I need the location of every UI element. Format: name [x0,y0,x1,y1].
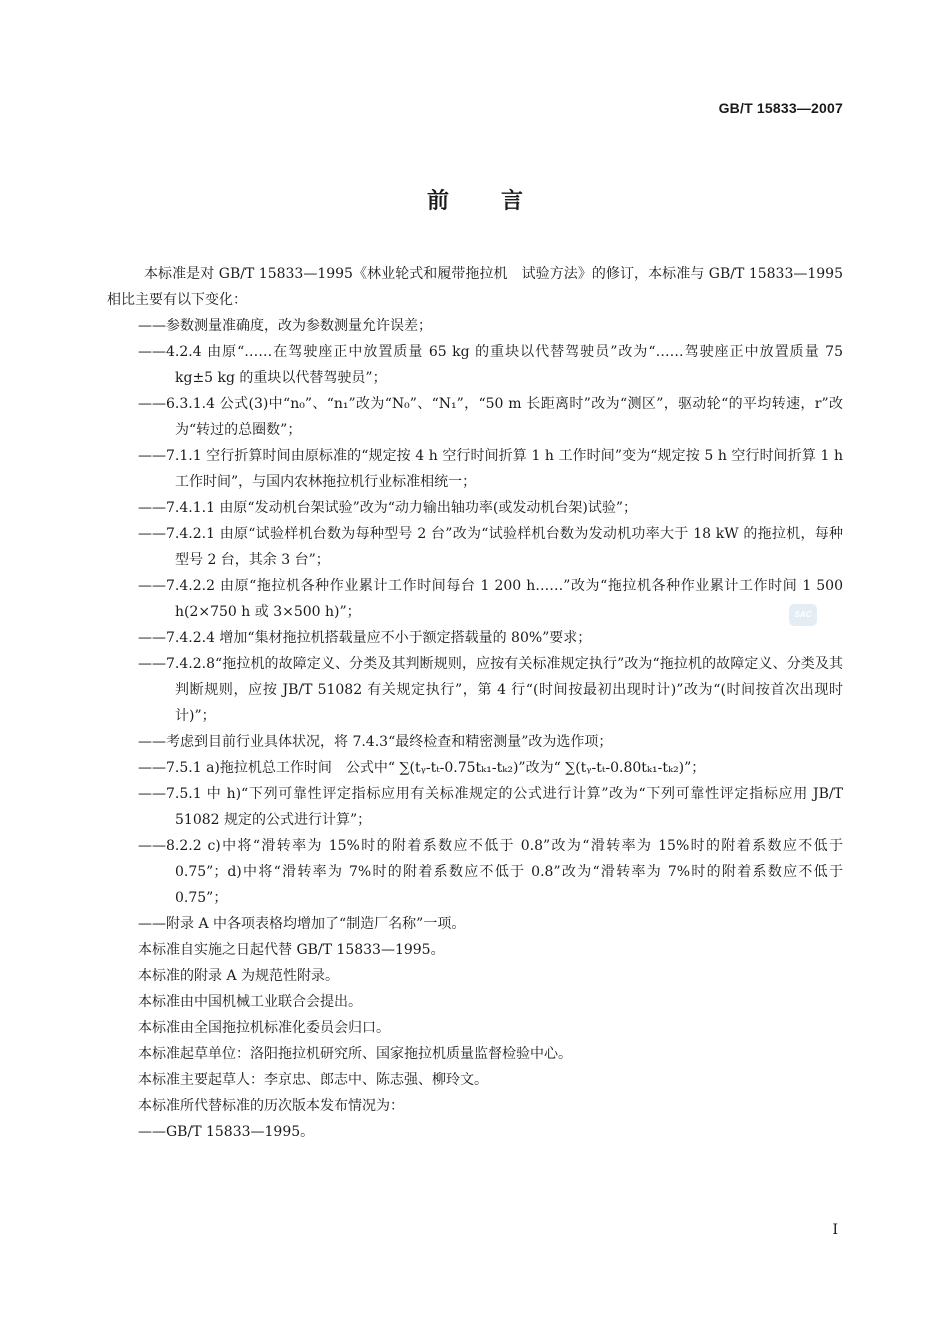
statement-drafting-units: 本标准起草单位：洛阳拖拉机研究所、国家拖拉机质量监督检验中心。 [138,1046,572,1062]
change-item-11: ——7.5.1 a)拖拉机总工作时间 公式中“ ∑(tᵧ-tₜ-0.75tₖ₁-tₖ₂)”改为“ ∑(tᵧ-tₜ-0.80tₖ₁-tₖ₂)”； [138,760,706,776]
change-item-10: ——考虑到目前行业具体状况，将 7.4.3“最终检查和精密测量”改为选作项； [138,734,613,750]
document-body [107,261,843,1145]
statement-annex: 本标准的附录 A 为规范性附录。 [138,968,340,984]
change-item-8: ——7.4.2.4 增加“集材拖拉机搭载量应不小于额定搭载量的 80%”要求； [138,630,592,646]
statement-replaces: 本标准自实施之日起代替 GB/T 15833—1995。 [138,942,445,958]
standard-number: GB/T 15833—2007 [718,100,843,116]
change-item-9: ——7.4.2.8“拖拉机的故障定义、分类及其判断规则，应按有关标准规定执行”改为“拖拉机的故障定义、分类及其判断规则，应按 JB/T 51082 有关规定执行”，第 4 行“(时间按最初出现时计)”改为“(时间按首次出现时计)”； [138,656,843,724]
change-item-12: ——7.5.1 中 h)“下列可靠性评定指标应用有关标准规定的公式进行计算”改为“下列可靠性评定指标应用 JB/T 51082 规定的公式进行计算”； [138,786,843,828]
change-item-13: ——8.2.2 c)中将“滑转率为 15%时的附着系数应不低于 0.8”改为“滑转率为 15%时的附着系数应不低于 0.75”；d)中将“滑转率为 7%时的附着系数应不低于 0.8”改为“滑转率为 7%时的附着系数应不低于 0.75”； [138,838,843,906]
sac-watermark-logo: SAC [789,604,817,626]
page-number: I [832,1222,838,1238]
change-item-3: ——6.3.1.4 公式(3)中“n₀”、“n₁”改为“N₀”、“N₁”，“50 m 长距离时”改为“测区”，驱动轮“的平均转速，r”改为“转过的总圈数”； [138,396,843,438]
statement-history-item: ——GB/T 15833—1995。 [138,1124,315,1140]
statement-drafters: 本标准主要起草人：李京忠、郎志中、陈志强、柳玲文。 [138,1072,488,1088]
statement-proposed-by: 本标准由中国机械工业联合会提出。 [138,994,362,1010]
change-item-4: ——7.1.1 空行折算时间由原标准的“规定按 4 h 空行时间折算 1 h 工作时间”变为“规定按 5 h 空行时间折算 1 h 工作时间”，与国内农林拖拉机行业标准相统一； [138,448,843,490]
page-title: 前言 [426,189,575,214]
statement-history-heading: 本标准所代替标准的历次版本发布情况为： [138,1098,404,1114]
change-item-14: ——附录 A 中各项表格均增加了“制造厂名称”一项。 [138,916,466,932]
change-item-5: ——7.4.1.1 由原“发动机台架试验”改为“动力输出轴功率(或发动机台架)试验”； [138,500,637,516]
change-item-7: ——7.4.2.2 由原“拖拉机各种作业累计工作时间每台 1 200 h……”改为“拖拉机各种作业累计工作时间 1 500 h(2×750 h 或 3×500 h)”； [138,578,843,620]
statement-under-jurisdiction: 本标准由全国拖拉机标准化委员会归口。 [138,1020,390,1036]
intro-paragraph: 本标准是对 GB/T 15833—1995《林业轮式和履带拖拉机 试验方法》的修订，本标准与 GB/T 15833—1995相比主要有以下变化： [107,266,843,308]
change-item-2: ——4.2.4 由原“……在驾驶座正中放置质量 65 kg 的重块以代替驾驶员”改为“……驾驶座正中放置质量 75 kg±5 kg 的重块以代替驾驶员”； [138,344,843,386]
change-item-6: ——7.4.2.1 由原“试验样机台数为每种型号 2 台”改为“试验样机台数为发动机功率大于 18 kW 的拖拉机，每种型号 2 台，其余 3 台”； [138,526,843,568]
change-item-1: ——参数测量准确度，改为参数测量允许误差； [138,318,432,334]
